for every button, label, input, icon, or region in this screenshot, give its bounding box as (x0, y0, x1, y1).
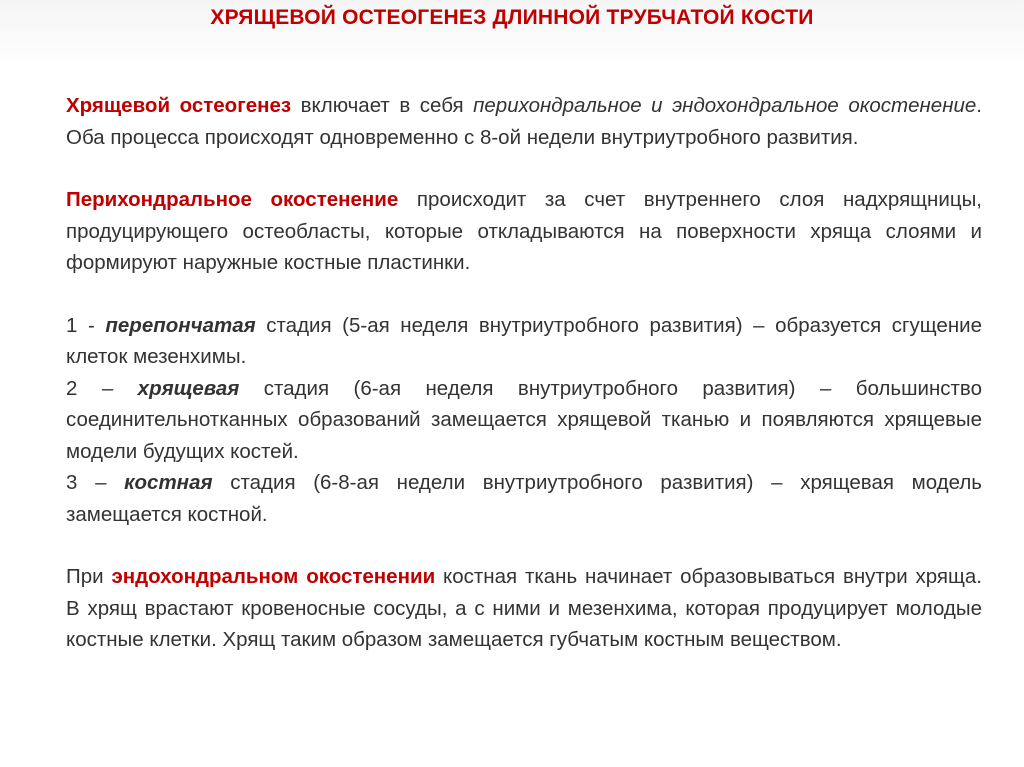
stage-text: стадия (6-8-ая недели внутриутробного развития) – хрящевая модель замещается костной. (66, 471, 982, 526)
paragraph-endochondral (66, 561, 982, 656)
stage-text: стадия (6-ая неделя внутриутробного развития) – большинство соединительнотканных образований замещается хрящевой тканью и появляются хрящевые модели будущих костей. (66, 376, 982, 463)
paragraph-intro (66, 90, 982, 153)
term-perichondral-ossification: Перихондральное окостенение (66, 188, 399, 211)
stage-number: 2 – (66, 376, 138, 400)
stage-item (66, 373, 982, 468)
slide-title: ХРЯЩЕВОЙ ОСТЕОГЕНЕЗ ДЛИННОЙ ТРУБЧАТОЙ КОСТИ (210, 6, 814, 29)
stage-text: стадия (5-ая неделя внутриутробного развития) – образуется сгущение клеток мезенхимы. (66, 313, 982, 368)
intro-italic: перихондральное и эндохондральное окостенение (473, 94, 977, 117)
endochondral-pre: При (66, 565, 112, 588)
intro-text-b: . Оба процесса происходят одновременно с 8-ой недели внутриутробного развития. (66, 94, 982, 149)
spacer (66, 530, 982, 561)
slide-body (66, 90, 982, 656)
spacer (66, 153, 982, 184)
endochondral-text: костная ткань начинает образовываться внутри хряща. В хрящ врастают кровеносные сосуды, а с ними и мезенхима, которая продуцирует молодые костные клетки. Хрящ таким образом замещается губчатым костным веществом. (66, 565, 982, 651)
paragraph-perichondral (66, 184, 982, 279)
stage-item (66, 310, 982, 373)
stage-name: перепончатая (105, 313, 256, 337)
stage-name: костная (124, 471, 213, 494)
intro-text-a: включает в себя (291, 94, 474, 117)
spacer (66, 279, 982, 310)
term-cartilaginous-osteogenesis: Хрящевой остеогенез (66, 94, 292, 117)
stage-item (66, 467, 982, 530)
stage-number: 3 – (66, 471, 125, 494)
stage-name: хрящевая (137, 376, 240, 400)
stage-number: 1 - (66, 313, 106, 337)
perichondral-text: происходит за счет внутреннего слоя надхрящницы, продуцирующего остеобласты, которые откладываются на поверхности хряща слоями и формируют наружные костные пластинки. (66, 188, 982, 274)
term-endochondral-ossification: эндохондральном окостенении (111, 565, 436, 588)
